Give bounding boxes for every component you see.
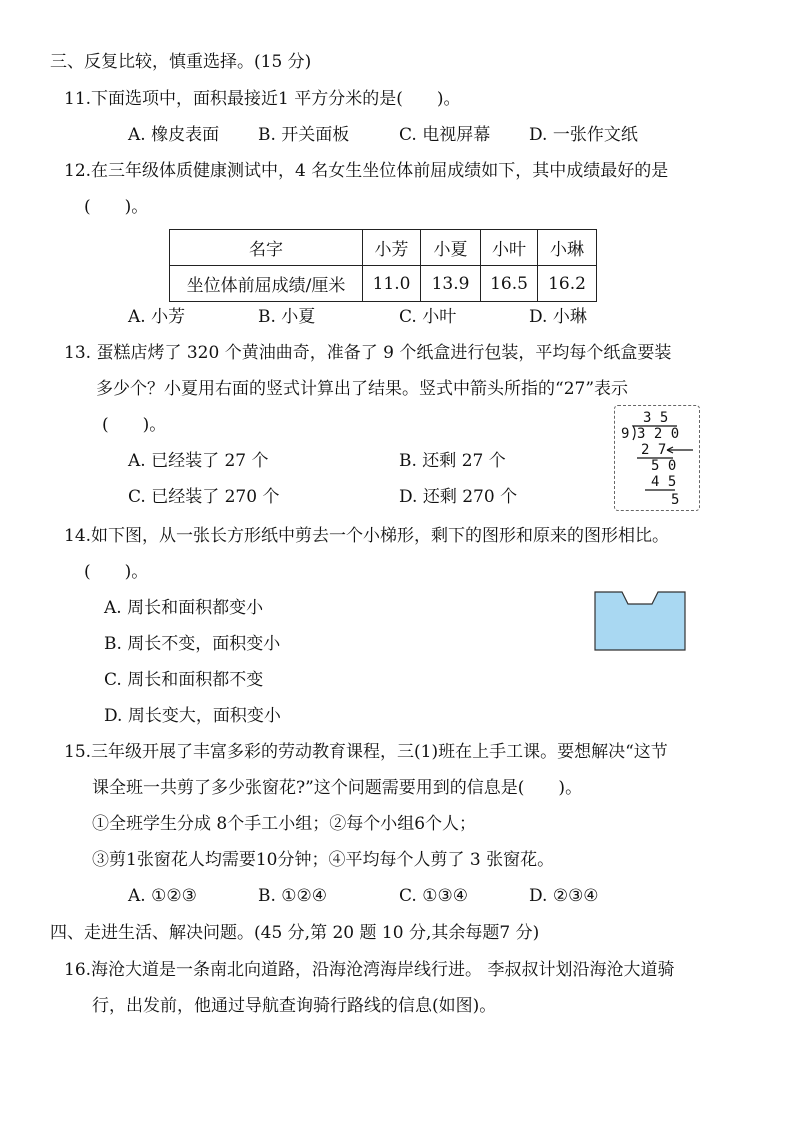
q12-option-d: D. 小琳 <box>529 307 587 327</box>
table-cell: 13.9 <box>421 266 481 302</box>
division-step2: 5 0 <box>651 458 677 474</box>
question-13-stem-line1: 13. 蛋糕店烤了 320 个黄油曲奇，准备了 9 个纸盒进行包装，平均每个纸盒要装 <box>64 343 672 363</box>
table-header-row <box>170 230 597 266</box>
q14-option-c: C. 周长和面积都不变 <box>104 670 264 690</box>
table-cell: 11.0 <box>363 266 421 302</box>
table-cell: 16.2 <box>538 266 597 302</box>
q15-option-c: C. ①③④ <box>399 886 468 906</box>
cut-rectangle-figure <box>594 591 686 656</box>
section-title: 三、反复比较，慎重选择。(15 分) <box>50 52 312 72</box>
table-cell: 16.5 <box>481 266 538 302</box>
q12-option-c: C. 小叶 <box>399 307 457 327</box>
division-step1: 2 7 <box>641 442 667 458</box>
q14-option-a: A. 周长和面积都变小 <box>104 598 264 618</box>
division-dividend: 3 2 0 <box>637 426 680 442</box>
table-row <box>170 266 597 302</box>
q13-option-d: D. 还剩 270 个 <box>399 487 518 507</box>
question-13-stem-line2: 多少个？小夏用右面的竖式计算出了结果。竖式中箭头所指的“27”表示 <box>96 379 629 399</box>
q12-option-b: B. 小夏 <box>258 307 316 327</box>
table-header-cell: 名字 <box>170 230 363 266</box>
q12-option-a: A. 小芳 <box>128 307 186 327</box>
q11-option-a: A. 橡皮表面 <box>128 125 220 145</box>
division-quotient: 3 5 <box>643 410 669 426</box>
question-12-stem-line2: ( )。 <box>84 197 149 217</box>
question-14-stem-line2: ( )。 <box>84 562 149 582</box>
table-header-cell: 小琳 <box>538 230 597 266</box>
q15-option-b: B. ①②④ <box>258 886 328 906</box>
question-11-stem: 11.下面选项中，面积最接近1 平方分米的是( )。 <box>64 89 461 109</box>
question-16-stem-line2: 行，出发前，他通过导航查询骑行路线的信息(如图)。 <box>92 996 497 1016</box>
q11-option-b: B. 开关面板 <box>258 125 350 145</box>
q15-option-a: A. ①②③ <box>128 886 197 906</box>
q11-option-c: C. 电视屏幕 <box>399 125 491 145</box>
table-cell: 坐位体前屈成绩/厘米 <box>170 266 363 302</box>
q15-option-d: D. ②③④ <box>529 886 599 906</box>
question-15-stem-line2: 课全班一共剪了多少张窗花?”这个问题需要用到的信息是( )。 <box>92 778 583 798</box>
section-title: 四、走进生活、解决问题。(45 分,第 20 题 10 分,其余每题7 分) <box>50 923 540 943</box>
question-12-stem-line1: 12.在三年级体质健康测试中，4 名女生坐位体前屈成绩如下，其中成绩最好的是 <box>64 161 669 181</box>
q13-option-a: A. 已经装了 27 个 <box>128 451 269 471</box>
scores-table <box>169 229 597 302</box>
table-header-cell: 小夏 <box>421 230 481 266</box>
question-15-info-line1: ①全班学生分成 8个手工小组；②每个小组6个人； <box>92 814 477 834</box>
division-step3: 4 5 <box>651 474 677 490</box>
q14-option-d: D. 周长变大，面积变小 <box>104 706 281 726</box>
question-15-info-line2: ③剪1张窗花人均需要10分钟；④平均每个人剪了 3 张窗花。 <box>92 850 555 870</box>
table-header-cell: 小叶 <box>481 230 538 266</box>
division-divisor: 9 <box>621 426 630 442</box>
q14-option-b: B. 周长不变，面积变小 <box>104 634 281 654</box>
q11-option-d: D. 一张作文纸 <box>529 125 638 145</box>
remaining-shape <box>595 592 685 650</box>
question-14-stem-line1: 14.如下图，从一张长方形纸中剪去一个小梯形，剩下的图形和原来的图形相比。 <box>64 526 670 546</box>
long-division-figure <box>614 405 700 511</box>
q13-option-c: C. 已经装了 270 个 <box>128 487 280 507</box>
question-15-stem-line1: 15.三年级开展了丰富多彩的劳动教育课程，三(1)班在上手工课。要想解决“这节 <box>64 742 668 762</box>
question-16-stem-line1: 16.海沧大道是一条南北向道路，沿海沧湾海岸线行进。 李叔叔计划沿海沧大道骑 <box>64 960 675 980</box>
division-remainder: 5 <box>671 492 680 508</box>
question-13-stem-line3: ( )。 <box>102 415 167 435</box>
table-header-cell: 小芳 <box>363 230 421 266</box>
q13-option-b: B. 还剩 27 个 <box>399 451 506 471</box>
